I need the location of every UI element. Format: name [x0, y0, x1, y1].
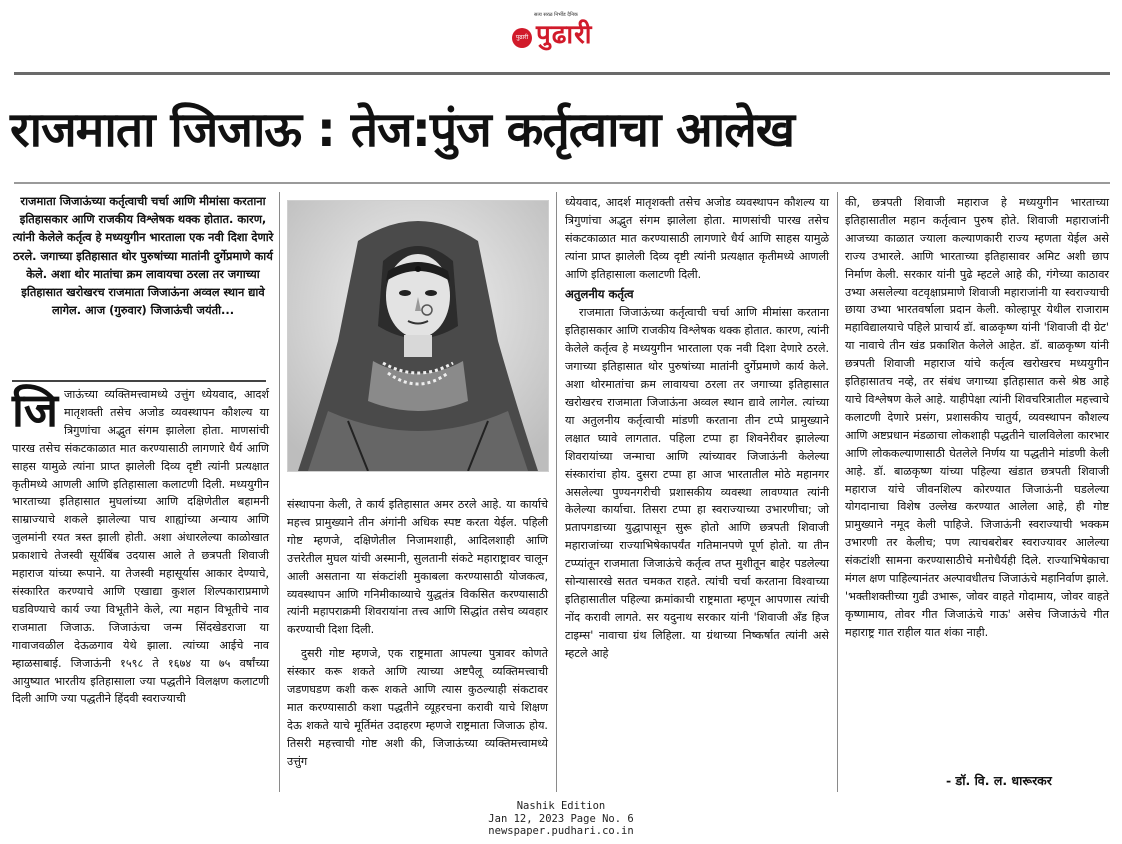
article-headline: राजमाता जिजाऊ : तेज:पुंज कर्तृत्वाचा आलेख — [10, 102, 795, 158]
footer-site-link[interactable]: newspaper.pudhari.co.in — [488, 825, 634, 837]
article-column-4 — [845, 194, 1109, 642]
article-column-1 — [12, 383, 269, 708]
intro-divider — [12, 380, 266, 382]
article-intro: राजमाता जिजाऊंच्या कर्तृत्वाची चर्चा आणि मीमांसा करताना इतिहासकार आणि राजकीय विश्लेषक थक्क होतात. कारण, त्यांनी केलेले कर्तृत्व हे मध्ययुगीन भारताला एक नवी दिशा देणारे ठरले. जगाच्या इतिहासात थोर पुरुषांच्या मातांनी दुर्गेप्रमाणे कार्य केले. अशा थोर मातांचा क्रम लावायचा ठरला तर जगाच्या इतिहासात खरोखरच राजमाता जिजाऊंना अव्वल स्थान द्यावे लागेल. आज (गुरुवार) जिजाऊंची जयंती... — [12, 194, 274, 318]
column-1-text: जाऊंच्या व्यक्तिमत्त्वामध्ये उत्तुंग ध्येयवाद, आदर्श मातृशक्ती तसेच अजोड व्यवस्थापन कौशल्य या त्रिगुणांचा अद्भुत संगम झालेला होता. माणसांची पारख तसेच संकटकाळात मात करण्यासाठी लागणारे धैर्य आणि साहस यामुळे त्यांना प्राप्त झालेली दिव्य दृष्टी त्यांनी प्रत्यक्षात कृतीमध्ये आणली आणि इतिहासाला कलाटणी दिली. मध्ययुगीन भारताच्या इतिहासात मुघलांच्या आणि दक्षिणेतील बहामनी साम्राज्याचे शकले झालेल्या पाच शाह्यांच्या अन्याय आणि जुलमांनी रयत त्रस्त झाली होती. अशा अंधारलेल्या काळोखात प्रकाशाचे तेजस्वी सूर्यबिंब उदयास आले ते छत्रपती शिवाजी महाराज यांच्या रूपाने. या तेजस्वी महासूर्यास आकार देण्याचे, संस्कारित करण्याचे आणि एखाद्या कुशल शिल्पकाराप्रमाणे घडविण्याचे कार्य ज्या विभूतीने केले, त्या महान विभूतीचे नाव राजमाता जिजाऊ. जिजाऊंचा जन्म सिंदखेडराजा या गावाजवळील देऊळगाव येथे झाला. त्यांच्या आईचे नाव म्हाळसाबाई. जिजाऊंनी १५९८ ते १६७४ या ७५ वर्षांच्या आयुष्यात भारतीय इतिहासाला ज्या पद्धतीने विलक्षण कलाटणी दिली आणि ज्या पद्धतीने हिंदवी स्वराज्याची — [12, 388, 269, 706]
section-subhead: अतुलनीय कर्तृत्व — [565, 286, 634, 301]
article-column-3 — [565, 194, 829, 663]
portrait-icon — [288, 201, 548, 471]
drop-cap: जि — [12, 383, 59, 437]
column-3-paragraph-2: राजमाता जिजाऊंच्या कर्तृत्वाची चर्चा आणि मीमांसा करताना इतिहासकार आणि राजकीय विश्लेषक थक्क होतात. कारण, त्यांनी केलेले कर्तृत्व हे मध्ययुगीन भारताला एक नवी दिशा देणारे ठरले. जगाच्या इतिहासात थोर पुरुषांच्या मातांनी दुर्गेप्रमाणे कार्य केले. अशा थोरमातांचा क्रम लावायचा ठरला तर जगाच्या इतिहासात खरोखरच राजमाता जिजाऊंना अव्वल स्थान द्यावे लागेल. त्यांच्या या अतुलनीय कर्तृत्वाची मांडणी करताना तीन टप्पे प्रामुख्याने लक्षात घ्यावे लागतात. पहिला टप्पा हा शिवनेरीवर झालेल्या शिवरायांच्या जन्माचा आणि त्यांच्यावर जिजाऊंनी केलेल्या संस्कारांचा होय. दुसरा टप्पा हा आज भारतातील मोठे महानगर असलेल्या पुण्यनगरीची प्रशासकीय व्यवस्था लावण्यात त्यांनी केलेल्या कार्याचा. तिसरा टप्पा हा स्वराज्याच्या उभारणीचा; जो प्रतापगडाच्या युद्धापासून सुरू होतो आणि छत्रपती शिवाजी महाराजांच्या राज्याभिषेकापर्यंत गतिमानपणे पूर्ण होतो. या तीन टप्प्यांतून राजमाता जिजाऊंचे कर्तृत्व तप्त मुशीतून बाहेर पडलेल्या सोन्यासारखे सतत चमकत राहते. त्यांची चर्चा करताना विश्वाच्या इतिहासातील पहिल्या क्रमांकाची राष्ट्रमाता म्हणून आपणास त्यांची नोंद करावी लागते. सर यदुनाथ सरकार यांनी 'शिवाजी अँड हिज टाइम्स' नावाचा ग्रंथ लिहिला. या ग्रंथाच्या निष्कर्षात त्यांनी असे म्हटले आहे — [565, 306, 830, 660]
top-divider — [14, 72, 1110, 75]
logo-tagline: सत्य सरळ निर्भीड दैनिक — [534, 12, 578, 18]
column-divider-1 — [279, 192, 280, 792]
page-footer — [461, 800, 661, 838]
logo-brand-text: पुढारी — [536, 20, 593, 50]
column-2-paragraph-2: दुसरी गोष्ट म्हणजे, एक राष्ट्रमाता आपल्या पुत्रावर कोणते संस्कार करू शकते आणि त्याच्या अष्टपैलू व्यक्तिमत्त्वाची जडणघडण कशी करू शकते आणि त्यास कुठल्याही संकटावर मात करण्यासाठी कशा पद्धतीने व्यूहरचना करावी याचे शिक्षण देऊ शकते याचे मूर्तिमंत उदाहरण म्हणजे राष्ट्रमाता जिजाऊ होय. तिसरी महत्त्वाची गोष्ट अशी की, जिजाऊंच्या व्यक्तिमत्त्वामध्ये उत्तुंग — [287, 647, 548, 768]
column-divider-2 — [556, 192, 557, 792]
jijau-portrait-image[interactable] — [287, 200, 549, 472]
footer-edition: Nashik Edition — [516, 800, 606, 812]
column-divider-3 — [837, 192, 838, 792]
author-byline: - डॉ. वि. ल. धारूरकर — [946, 773, 1052, 788]
column-3-paragraph-1: ध्येयवाद, आदर्श मातृशक्ती तसेच अजोड व्यवस्थापन कौशल्य या त्रिगुणांचा अद्भुत संगम झालेला होता. माणसांची पारख तसेच संकटकाळात मात करण्यासाठी लागणारे धैर्य आणि साहस यामुळे त्यांना प्राप्त झालेली दिव्य दृष्टी त्यांनी प्रत्यक्षात कृतीमध्ये आणली आणि इतिहासाला कलाटणी दिली. — [565, 196, 829, 281]
footer-date-page: Jan 12, 2023 Page No. 6 — [488, 812, 634, 825]
article-column-2 — [287, 496, 548, 771]
logo-seal-icon: पुढारी — [512, 28, 532, 48]
column-4-text: की, छत्रपती शिवाजी महाराज हे मध्ययुगीन भारताच्या इतिहासातील महान कर्तृत्वान पुरुष होते. शिवाजी महाराजांनी आजच्या काळात ज्याला कल्याणकारी राज्य म्हणता येईल असे राज्य उभारले. आणि भारताच्या इतिहासावर अमिट अशी छाप निर्माण केली. सरकार यांनी पुढे म्हटले आहे की, गंगेच्या काठावर उभ्या असलेल्या वटवृक्षाप्रमाणे शिवाजी महाराजांनी या स्वराज्याची छाया उभ्या भारतवर्षाला प्रदान केली. कोल्हापूर येथील राजाराम महाविद्यालयाचे पहिले प्राचार्य डॉ. बाळकृष्ण यांनी 'शिवाजी दी ग्रेट' या नावाचे तीन खंड प्रकाशित केलेले आहेत. डॉ. बाळकृष्ण यांनी छत्रपती शिवाजी महाराज यांचे कर्तृत्व खरोखरच मध्ययुगीन इतिहासातच नव्हे, तर संबंध जगाच्या इतिहासात कसे श्रेष्ठ आहे याचे विश्लेषण केले आहे. याहीपेक्षा त्यांनी शिवचरित्रातील महत्त्वाचे कलाटणी देणारे प्रसंग, प्रशासकीय चातुर्य, व्यवस्थापन कौशल्य आणि अष्टप्रधान मंडळाचा लोकशाही पद्धतीने चालविलेला कारभार आणि लोककल्याणासाठी घेतलेले निर्णय या पद्धतीने मांडणी केली आहे. डॉ. बाळकृष्ण यांच्या पहिल्या खंडात छत्रपती शिवाजी महाराज यांचे जीवनशिल्प कोरण्यात जिजाऊंनी घडलेल्या योगदानाचा विशेष उल्लेख करण्यात आलेला आहे, ही गोष्ट प्रामुख्याने नमूद केली पाहिजे. जिजाऊंनी स्वराज्याची भक्कम उभारणी तर केलीच; पण त्याचबरोबर स्वराज्यावर आलेल्या संकटांशी सामना करण्यासाठीचे मनोधैर्यही दिले. राज्याभिषेकाचा मंगल क्षण पाहिल्यानंतर अल्पावधीतच जिजाऊंचे महानिर्वाण झाले. 'भक्तीशक्तीच्या गुढी उभारू, जोवर वाहते गोदामाय, जोवर वाहते कृष्णामाय, तोवर गीत जिजाऊंचे गाऊ' असेच जिजाऊंचे गीत महाराष्ट्र गात राहील यात शंका नाही. — [845, 196, 1109, 639]
column-2-paragraph-1: संस्थापना केली, ते कार्य इतिहासात अमर ठरले आहे. या कार्याचे महत्त्व प्रामुख्याने तीन अंगांनी अधिक स्पष्ट करता येईल. पहिली गोष्ट म्हणजे, दक्षिणेतील निजामशाही, आदिलशाही आणि उत्तरेतील मुघल यांची अस्मानी, सुलतानी संकटे महाराष्ट्रावर चालून आली असताना या संकटांशी मुकाबला करण्यासाठी योजकत्व, व्यवस्थापन आणि गनिमीकाव्याचे युद्धतंत्र विकसित करण्यासाठी त्यांनी महापराक्रमी शिवरायांना तत्त्व आणि सिद्धांत तसेच व्यवहार करण्याची दिशा दिली. — [287, 498, 548, 637]
newspaper-logo[interactable] — [512, 6, 612, 54]
headline-divider — [14, 182, 1110, 184]
masthead — [0, 0, 1122, 60]
